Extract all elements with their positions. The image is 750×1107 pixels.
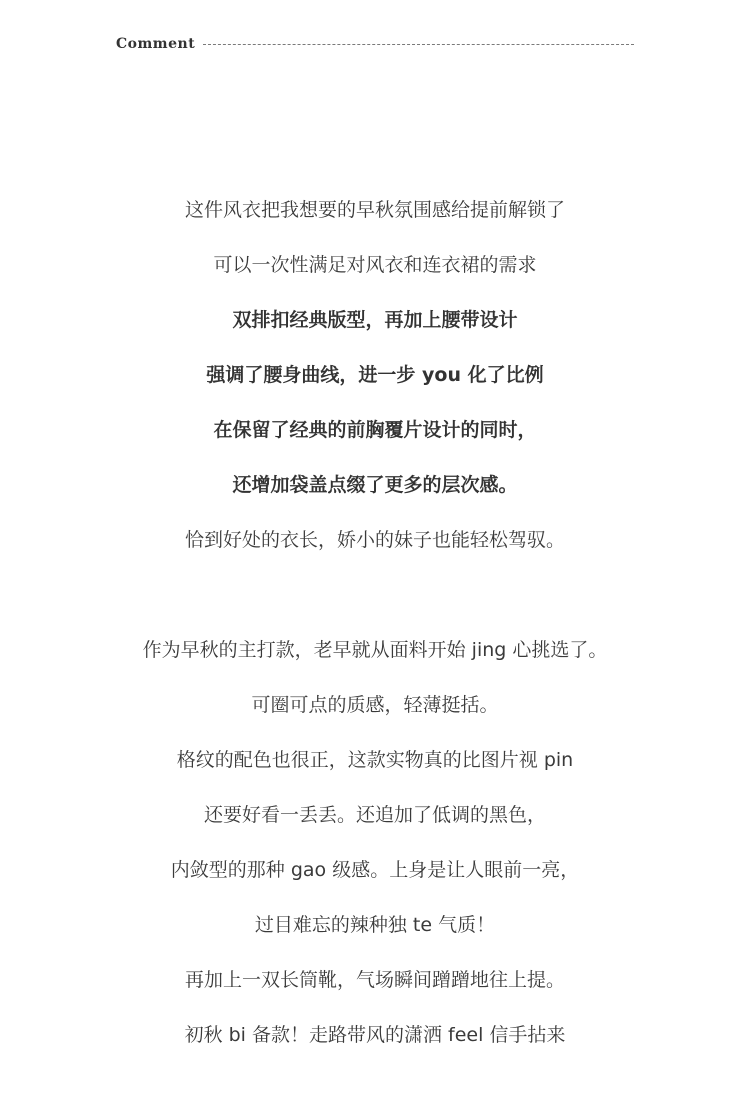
text-line: 这件风衣把我想要的早秋氛围感给提前解锁了 [184,199,565,221]
text-line: 作为早秋的主打款，老早就从面料开始 jing 心挑选了。 [142,639,608,661]
text-line: 再加上一双长筒靴，气场瞬间蹭蹭地往上提。 [184,969,565,991]
text-line-bold: 双排扣经典版型，再加上腰带设计 [232,309,518,331]
text-line: 可圈可点的质感，轻薄挺括。 [251,694,499,716]
text-line: 还要好看一丢丢。还追加了低调的黑色， [203,804,546,826]
text-line-bold: 还增加袋盖点缀了更多的层次感。 [232,474,518,496]
text-line: 内敛型的那种 gao 级感。上身是让人眼前一亮， [170,859,580,881]
text-line: 恰到好处的衣长，娇小的妹子也能轻松驾驭。 [184,529,565,551]
dashed-divider [203,44,634,45]
comment-header [116,34,634,54]
comment-label: Comment [116,36,196,52]
text-line-bold: 在保留了经典的前胸覆片设计的同时， [213,419,537,441]
text-line: 过目难忘的辣种独 te 气质！ [254,914,496,936]
text-line: 初秋 bi 备款！走路带风的潇洒 feel 信手拈来 [184,1024,566,1046]
text-line: 格纹的配色也很正，这款实物真的比图片视 pin [176,749,574,771]
text-line-bold: 强调了腰身曲线，进一步 you 化了比例 [206,364,544,386]
text-line: 可以一次性满足对风衣和连衣裙的需求 [213,254,537,276]
